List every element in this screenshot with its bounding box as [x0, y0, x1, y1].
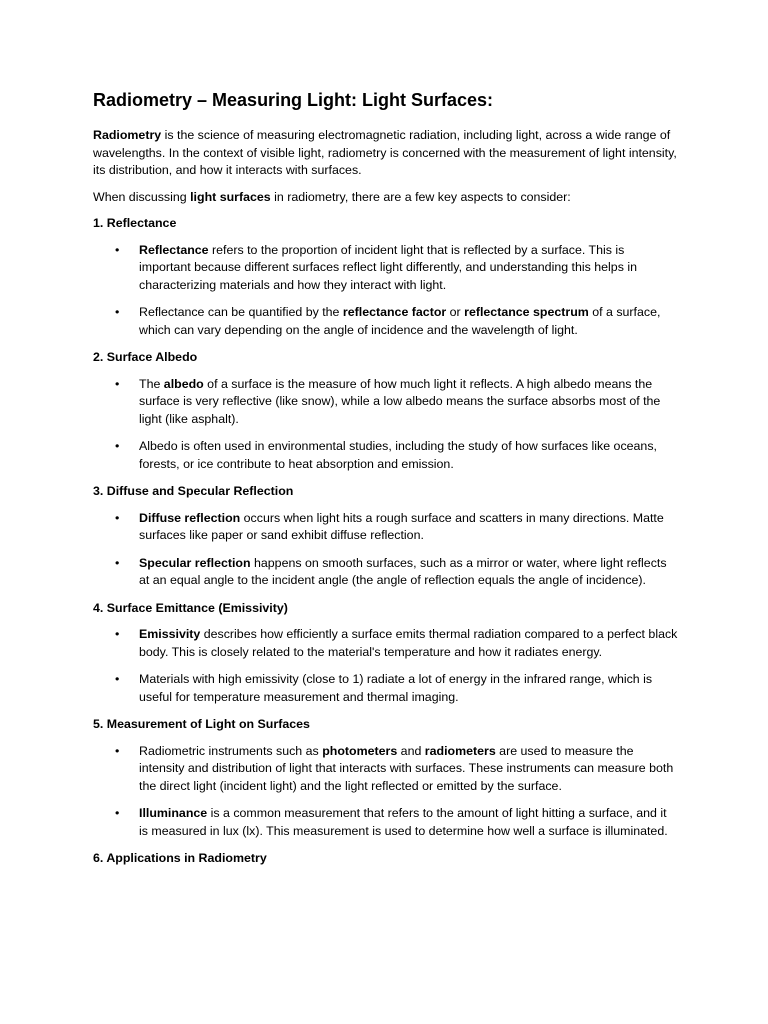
term: albedo: [163, 376, 204, 391]
item-text: describes how efficiently a surface emits thermal radiation compared to a perfect black body. This is closely related to the material's temperature and how it radiates energy.: [139, 627, 678, 659]
item-text: refers to the proportion of incident light that is reflected by a surface. This is important because different surfaces reflect light differently, and understanding this helps in characterizing materials and how they interact with light.: [139, 242, 637, 292]
section-list-reflectance: [93, 242, 678, 340]
section-list-reflection: [93, 510, 678, 590]
term-light-surfaces: light surfaces: [190, 189, 271, 204]
list-item: [93, 510, 678, 545]
bullet-icon: •: [115, 510, 120, 525]
section-list-albedo: [93, 376, 678, 474]
bullet-icon: •: [115, 242, 120, 257]
item-text: Radiometric instruments such as: [139, 743, 323, 758]
section-heading-reflection: 3. Diffuse and Specular Reflection: [93, 484, 294, 498]
document-title: Radiometry – Measuring Light: Light Surfaces:: [93, 90, 494, 110]
bullet-icon: •: [115, 439, 120, 453]
section-heading-emittance: 4. Surface Emittance (Emissivity): [93, 600, 288, 615]
item-text: Reflectance can be quantified by the: [139, 305, 343, 319]
list-item: [93, 438, 678, 473]
item-text: occurs when light hits a rough surface and scatters in many directions. Matte surfaces like paper or sand exhibit diffuse reflection.: [139, 510, 664, 542]
bullet-icon: •: [115, 672, 120, 686]
section-heading-reflectance: 1. Reflectance: [93, 216, 177, 230]
item-text: and: [397, 743, 425, 758]
intro2-text-1: When discussing: [93, 189, 191, 204]
list-item: [93, 805, 678, 840]
term: radiometers: [424, 743, 496, 758]
document-page: [93, 88, 678, 877]
intro-text: is the science of measuring electromagnetic radiation, including light, across a wide range of wavelengths. In the context of visible light, radiometry is concerned with the measurement of light intensity, its distribution, and how it interacts with surfaces.: [93, 128, 677, 177]
item-text: or: [446, 305, 465, 319]
term: Reflectance: [139, 242, 209, 257]
list-item: [93, 376, 678, 429]
list-item: [93, 626, 678, 661]
list-item: [93, 671, 678, 706]
section-heading-measurement: 5. Measurement of Light on Surfaces: [93, 717, 310, 731]
item-text: Materials with high emissivity (close to 1) radiate a lot of energy in the infrared range, which is useful for temperature measurement and thermal imaging.: [139, 672, 653, 704]
intro-paragraph: [93, 127, 678, 180]
section-list-emittance: [93, 626, 678, 706]
term: reflectance factor: [342, 305, 447, 319]
term: reflectance spectrum: [464, 305, 589, 319]
section-list-measurement: [93, 743, 678, 841]
term: Emissivity: [139, 627, 201, 641]
term: Specular reflection: [139, 555, 251, 570]
bullet-icon: •: [115, 806, 120, 820]
section-heading-applications: 6. Applications in Radiometry: [93, 851, 267, 865]
item-text: of a surface is the measure of how much light it reflects. A high albedo means the surface is very reflective (like snow), while a low albedo means the surface absorbs most of the light (like asphalt).: [139, 376, 661, 426]
bullet-icon: •: [115, 376, 120, 391]
term: Diffuse reflection: [139, 510, 241, 525]
list-item: [93, 743, 678, 796]
bullet-icon: •: [115, 305, 120, 319]
list-item: [93, 555, 678, 590]
list-item: [93, 304, 678, 339]
term: photometers: [322, 743, 398, 758]
section-heading-albedo: 2. Surface Albedo: [93, 350, 198, 364]
item-text: of a surface, which can vary depending on the angle of incidence and the wavelength of light.: [139, 305, 661, 337]
intro2-text-2: in radiometry, there are a few key aspects to consider:: [270, 189, 571, 204]
term-radiometry: Radiometry: [93, 128, 162, 142]
item-text: are used to measure the intensity and distribution of light that interacts with surfaces. These instruments can measure both the direct light (incident light) and the light reflected or emitted by the surface.: [139, 743, 674, 793]
item-text: Albedo is often used in environmental studies, including the study of how surfaces like oceans, forests, or ice contribute to heat absorption and emission.: [139, 439, 657, 471]
bullet-icon: •: [115, 743, 120, 758]
bullet-icon: •: [115, 627, 120, 641]
list-item: [93, 242, 678, 295]
bullet-icon: •: [115, 555, 120, 570]
term: Illuminance: [139, 806, 208, 820]
item-text: The: [139, 376, 164, 391]
intro-paragraph-2: [93, 189, 678, 207]
item-text: is a common measurement that refers to the amount of light hitting a surface, and it is measured in lux (lx). This measurement is used to determine how well a surface is illuminated.: [139, 806, 668, 838]
item-text: happens on smooth surfaces, such as a mirror or water, where light reflects at an equal angle to the incident angle (the angle of reflection equals the angle of incidence).: [139, 555, 667, 587]
